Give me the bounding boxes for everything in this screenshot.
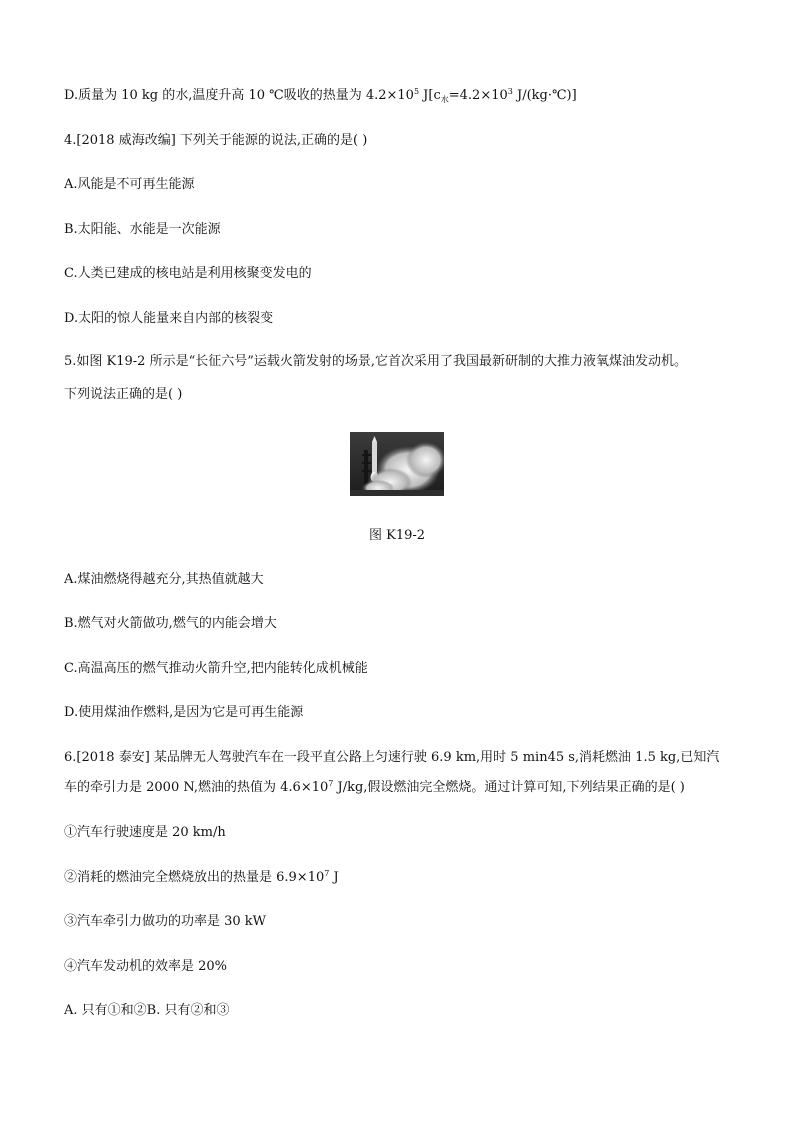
q6-statement-4: ④汽车发动机的效率是 20% <box>64 959 228 974</box>
q6-statement-1: ①汽车行驶速度是 20 km/h <box>64 825 226 840</box>
q5-option-c: C.高温高压的燃气推动火箭升空,把内能转化成机械能 <box>64 661 368 676</box>
q6-answer-options: A. 只有①和②B. 只有②和③ <box>64 1003 230 1018</box>
q4-option-c: C.人类已建成的核电站是利用核聚变发电的 <box>64 266 312 281</box>
rocket-launch-photo <box>350 432 444 496</box>
q6-stem-line2: 车的牵引力是 2000 N,燃油的热值为 $4.6\times 10^7$ J/kg,假设燃油完全燃烧。通过计算可知,下列结果正确的是( ) <box>64 779 685 795</box>
q5-stem-line1: 5.如图 K19-2 所示是“长征六号”运载火箭发射的场景,它首次采用了我国最新研制的大推力液氧煤油发动机。 <box>64 354 688 369</box>
q5-option-d: D.使用煤油作燃料,是因为它是可再生能源 <box>64 705 304 720</box>
q6-stem-line1: 6.[2018 泰安] 某品牌无人驾驶汽车在一段平直公路上匀速行驶 6.9 km,用时 5 min45 s,消耗燃油 1.5 kg,已知汽 <box>64 750 720 765</box>
q6-statement-3: ③汽车牵引力做功的功率是 30 kW <box>64 914 267 929</box>
q4-option-a: A.风能是不可再生能源 <box>64 177 195 192</box>
q5-stem-line2: 下列说法正确的是( ) <box>64 387 183 402</box>
q5-option-b: B.燃气对火箭做功,燃气的内能会增大 <box>64 616 277 631</box>
q4-option-d: D.太阳的惊人能量来自内部的核裂变 <box>64 311 274 326</box>
q6-statement-2: ②消耗的燃油完全燃烧放出的热量是 $6.9\times 10^7$ J <box>64 869 339 885</box>
figure-caption: 图 K19-2 <box>368 528 426 543</box>
q4-stem: 4.[2018 威海改编] 下列关于能源的说法,正确的是( ) <box>64 133 368 148</box>
q4-option-b: B.太阳能、水能是一次能源 <box>64 222 221 237</box>
q3-option-d: D.质量为 10 kg 的水,温度升高 10 ℃吸收的热量为 $4.2\times 10^5$ $J[c_水=4.2\times 10^3$ J/(kg·℃)] <box>64 87 577 104</box>
q5-option-a: A.煤油燃烧得越充分,其热值就越大 <box>64 572 264 587</box>
